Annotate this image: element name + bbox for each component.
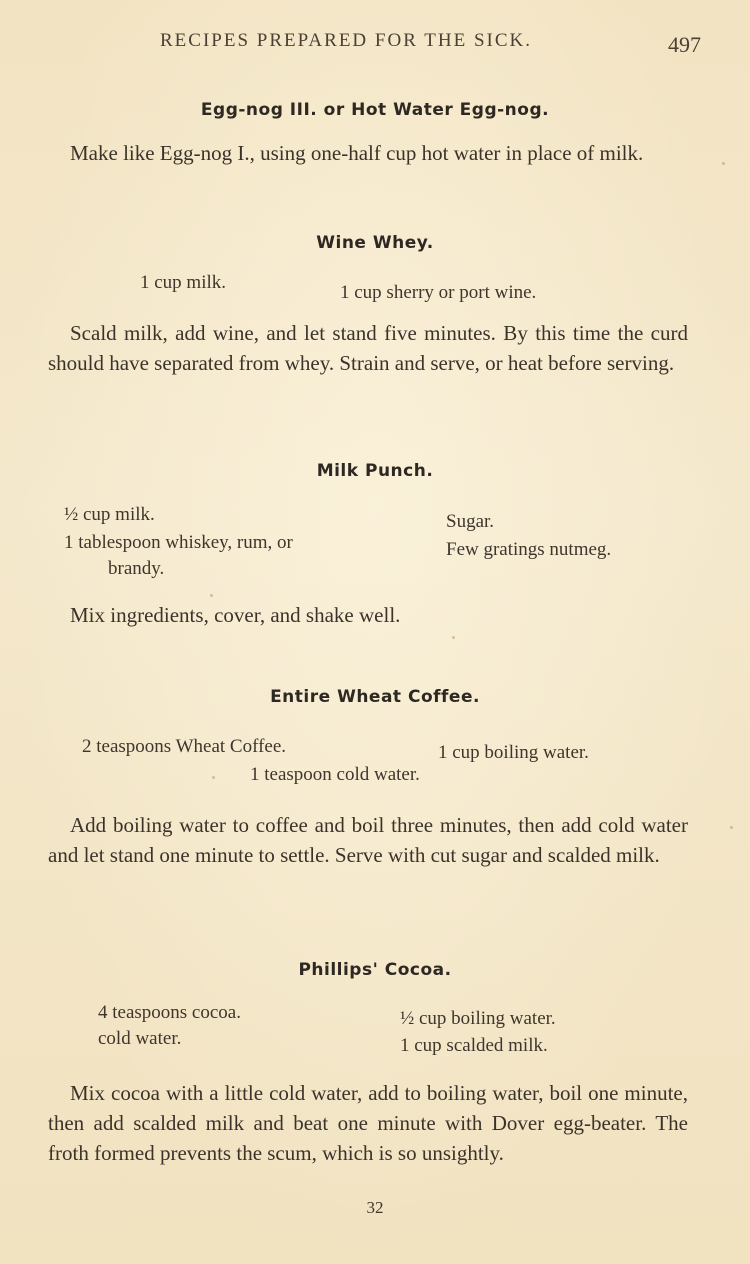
paper-speck <box>730 826 733 829</box>
method-text: Mix ingredients, cover, and shake well. <box>70 603 401 627</box>
method-text: Mix cocoa with a little cold water, add to boiling water, boil one minute, then add scalded milk and beat one minute with Dover egg-beater. The froth formed prevents the scum, which is so unsightly. <box>48 1081 688 1165</box>
signature-mark: 32 <box>366 1198 384 1217</box>
ingredient: ½ cup boiling water. <box>400 1008 556 1029</box>
ingredient: Few gratings nutmeg. <box>446 539 612 560</box>
ingredient: ½ cup milk. <box>64 504 155 525</box>
ingredient: 1 cup scalded milk. <box>400 1035 548 1056</box>
recipe-title-wine-whey: Wine Whey. <box>316 233 434 253</box>
ingredient: 1 tablespoon whiskey, rum, or <box>64 532 293 553</box>
running-head: RECIPES PREPARED FOR THE SICK. <box>160 30 532 51</box>
recipe-title-cocoa: Phillips' Cocoa. <box>298 960 452 980</box>
method-text: Scald milk, add wine, and let stand five minutes. By this time the curd should have separated from whey. Strain and serve, or heat before serving. <box>48 321 688 375</box>
ingredient: 2 teaspoons Wheat Coffee. <box>82 736 287 757</box>
recipe-title-wheat-coffee: Entire Wheat Coffee. <box>270 687 480 707</box>
recipe-method-wheat-coffee <box>48 810 688 870</box>
paper-speck <box>452 636 455 639</box>
recipe-method-wine-whey <box>48 318 688 378</box>
recipe-method-cocoa <box>48 1078 688 1168</box>
paper-speck <box>722 162 725 165</box>
recipe-method-milk-punch <box>48 600 688 630</box>
ingredient: brandy. <box>108 558 165 579</box>
ingredient: Sugar. <box>446 511 495 532</box>
ingredient: 1 cup sherry or port wine. <box>340 282 537 303</box>
recipe-title-eggnog: Egg-nog III. or Hot Water Egg-nog. <box>200 100 550 120</box>
recipe-method-eggnog <box>48 138 688 168</box>
method-text: Make like Egg-nog I., using one-half cup hot water in place of milk. <box>70 141 644 165</box>
recipe-title-milk-punch: Milk Punch. <box>316 461 434 481</box>
ingredient: 1 teaspoon cold water. <box>250 764 420 785</box>
paper-speck <box>210 594 213 597</box>
ingredient: 1 cup boiling water. <box>438 742 589 763</box>
ingredient: cold water. <box>98 1028 182 1049</box>
page-number: 497 <box>668 32 701 57</box>
ingredient: 4 teaspoons cocoa. <box>98 1002 241 1023</box>
paper-speck <box>212 776 215 779</box>
method-text: Add boiling water to coffee and boil three minutes, then add cold water and let stand one minute to settle. Serve with cut sugar and scalded milk. <box>48 813 688 867</box>
ingredient: 1 cup milk. <box>140 272 227 293</box>
